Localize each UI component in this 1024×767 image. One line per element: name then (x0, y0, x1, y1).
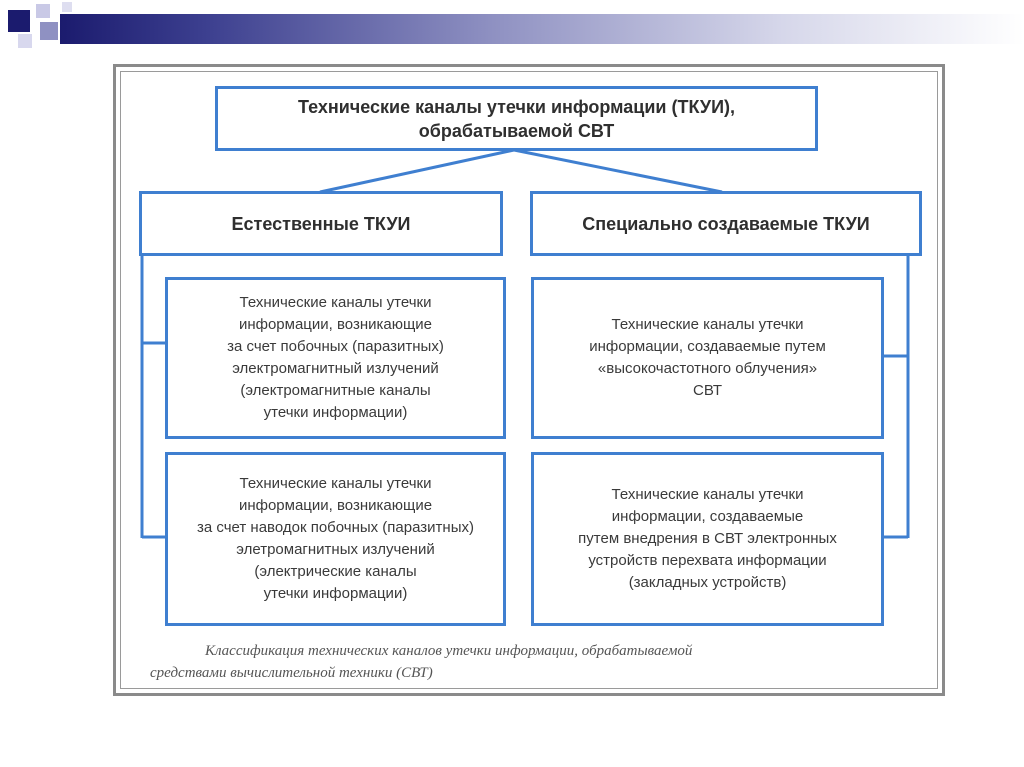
text-line: Технические каналы утечки (611, 316, 804, 333)
text-line: за счет наводок побочных (паразитных) (197, 519, 474, 536)
text-line: информации, создаваемые путем (589, 338, 826, 355)
connector-root-left (320, 150, 514, 192)
left-item-text-2 (187, 473, 484, 605)
root-title-line1: Технические каналы утечки информации (ТКУИ), (297, 96, 736, 117)
text-line: информации, возникающие (238, 316, 433, 333)
text-line: СВТ (693, 382, 722, 399)
connector-root-right (514, 150, 722, 192)
left-item-box-2 (165, 452, 506, 626)
caption-line1: Классификация технических каналов утечки информации, обрабатываемой (205, 643, 693, 659)
text-line: утечки информации) (263, 585, 408, 602)
right-item-text-2 (568, 484, 847, 594)
root-box (215, 86, 818, 151)
left-item-text-1 (217, 292, 454, 424)
text-line: элетромагнитных излучений (236, 541, 435, 558)
right-item-text-1 (579, 314, 836, 402)
right-category-box (530, 191, 922, 256)
text-line: Технические каналы утечки (239, 475, 432, 492)
left-category-title: Естественные ТКУИ (231, 213, 411, 234)
caption-line2: средствами вычислительной техники (СВТ) (150, 665, 433, 681)
left-category-box (139, 191, 503, 256)
left-item-box-1 (165, 277, 506, 439)
text-line: путем внедрения в СВТ электронных (578, 530, 837, 547)
text-line: электромагнитный излучений (232, 360, 439, 377)
right-category-title: Специально создаваемые ТКУИ (582, 213, 870, 234)
right-item-box-2 (531, 452, 884, 626)
text-line: информации, возникающие (238, 497, 433, 514)
text-line: Технические каналы утечки (239, 294, 432, 311)
text-line: (электромагнитные каналы (240, 382, 431, 399)
text-line: «высокочастотного облучения» (597, 360, 818, 377)
root-title-line2: обрабатываемой СВТ (418, 120, 615, 141)
text-line: за счет побочных (паразитных) (227, 338, 444, 355)
text-line: (закладных устройств) (628, 574, 787, 591)
text-line: (электрические каналы (254, 563, 417, 580)
right-item-box-1 (531, 277, 884, 439)
text-line: утечки информации) (263, 404, 408, 421)
text-line: информации, создаваемые (611, 508, 804, 525)
figure-caption (150, 640, 830, 684)
text-line: Технические каналы утечки (611, 486, 804, 503)
text-line: устройств перехвата информации (588, 552, 827, 569)
root-title (298, 95, 735, 143)
